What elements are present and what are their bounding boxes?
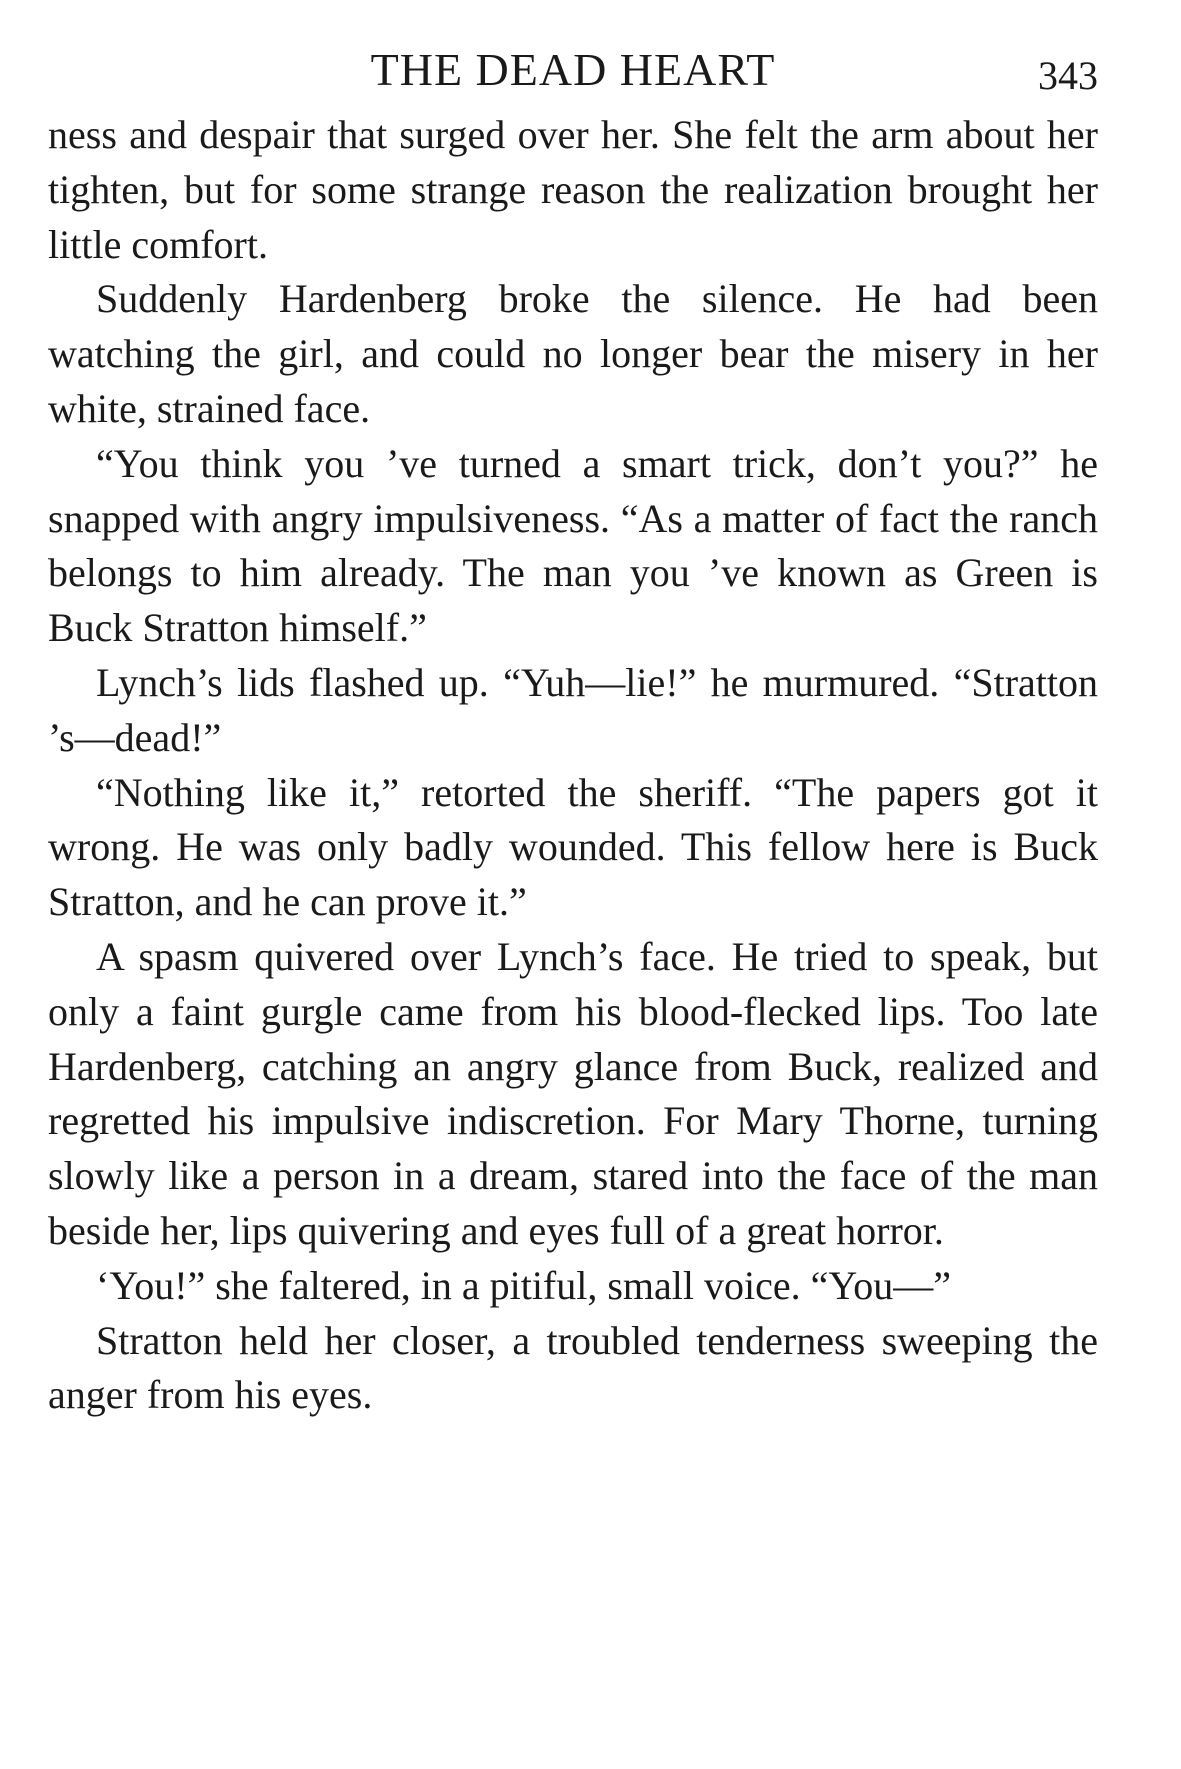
paragraph: Lynch’s lids flashed up. “Yuh—lie!” he murmured. “Stratton ’s—dead!” (48, 659, 1098, 760)
body-text (48, 108, 1098, 1423)
paragraph-continued: ness and despair that surged over her. She felt the arm about her tighten, but for some strange reason the realization brought her little comfort. (48, 112, 1098, 267)
paragraph: “Nothing like it,” retorted the sheriff. “The papers got it wrong. He was only badly wounded. This fellow here is Buck Stratton, and he can prove it.” (48, 769, 1098, 925)
paragraph: Stratton held her closer, a troubled tenderness sweeping the anger from his eyes. (48, 1317, 1098, 1418)
paragraph: Suddenly Hardenberg broke the silence. He had been watching the girl, and could no longer bear the misery in her white, strained face. (48, 276, 1098, 431)
paragraph: ‘You!” she faltered, in a pitiful, small voice. “You—” (96, 1262, 952, 1308)
running-head (48, 40, 1098, 100)
running-title: THE DEAD HEART (370, 44, 776, 95)
paragraph: A spasm quivered over Lynch’s face. He tried to speak, but only a faint gurgle came from his blood-flecked lips. Too late Hardenberg, catching an angry glance from Buck, realized and regretted his impulsive indiscretion. For Mary Thorne, turning slowly like a person in a dream, stared into the face of the man beside her, lips quivering and eyes full of a great horror. (48, 933, 1098, 1253)
page-number: 343 (1038, 53, 1098, 98)
paragraph: “You think you ’ve turned a smart trick, don’t you?” he snapped with angry impulsiveness. “As a matter of fact the ranch belongs to him already. The man you ’ve known as Green is Buck Stratton himself.” (48, 440, 1098, 651)
